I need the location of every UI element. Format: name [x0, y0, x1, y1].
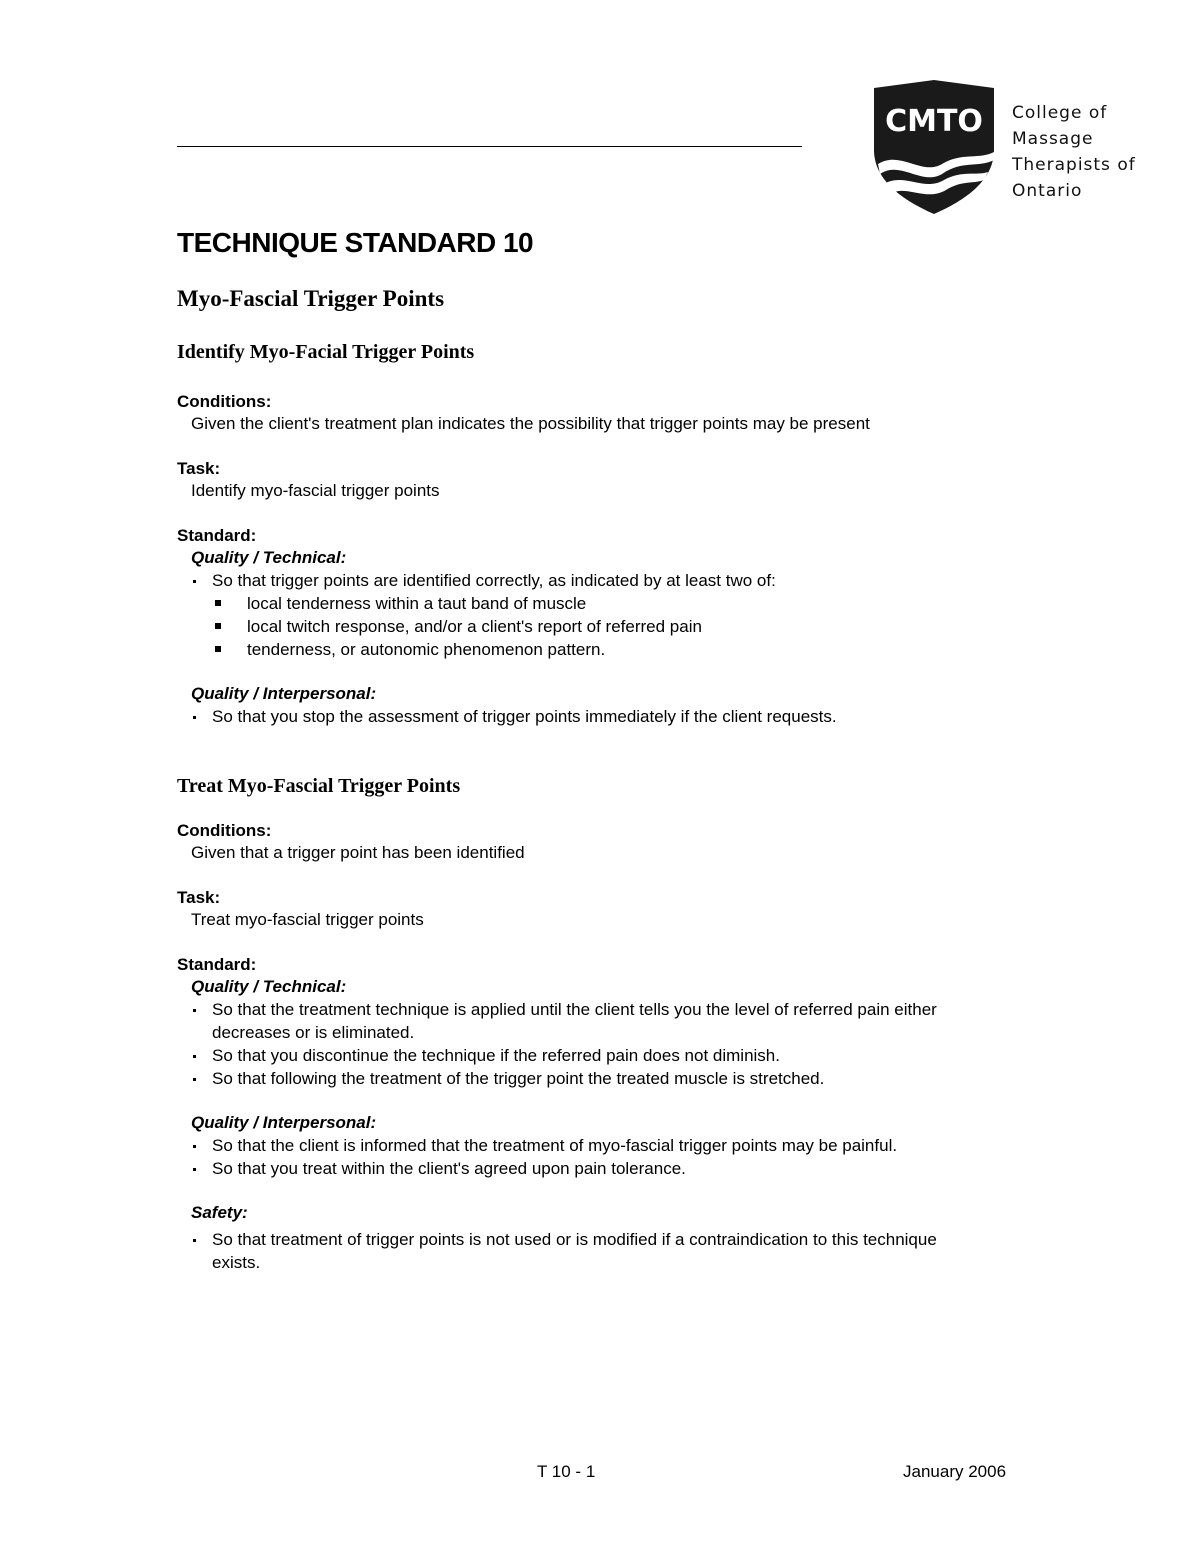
task-label: Task: — [177, 888, 221, 907]
technical-list — [177, 998, 991, 1090]
org-line: Massage — [1012, 129, 1094, 149]
list-item: So that following the treatment of the trigger point the treated muscle is stretched. — [191, 1067, 991, 1090]
task-text: Identify myo-fascial trigger points — [191, 481, 440, 500]
document-date: January 2006 — [903, 1462, 1007, 1481]
technical-list — [177, 569, 1077, 592]
safety-label: Safety: — [191, 1203, 248, 1222]
organization-name — [1012, 100, 1136, 204]
document-body — [177, 226, 1077, 1274]
standard-label: Standard: — [177, 526, 257, 545]
list-item: So that you discontinue the technique if the referred pain does not diminish. — [191, 1044, 991, 1067]
logo-letters: CMTO — [885, 104, 983, 139]
task-label: Task: — [177, 459, 221, 478]
standard-label: Standard: — [177, 955, 257, 974]
interpersonal-label: Quality / Interpersonal: — [191, 1113, 377, 1132]
section-heading: Treat Myo-Fascial Trigger Points — [177, 775, 461, 797]
page-number: T 10 - 1 — [537, 1462, 596, 1481]
list-item: So that you treat within the client's agreed upon pain tolerance. — [191, 1157, 1077, 1180]
conditions-label: Conditions: — [177, 392, 272, 411]
safety-list — [177, 1228, 951, 1274]
sublist-item: tenderness, or autonomic phenomenon pattern. — [212, 638, 1077, 661]
org-line: College of — [1012, 103, 1108, 123]
list-item: So that the client is informed that the treatment of myo-fascial trigger points may be painful. — [191, 1134, 1077, 1157]
list-item: So that you stop the assessment of trigger points immediately if the client requests. — [191, 705, 1077, 728]
section-heading: Identify Myo-Facial Trigger Points — [177, 341, 475, 363]
technical-label: Quality / Technical: — [191, 977, 347, 996]
conditions-label: Conditions: — [177, 821, 272, 840]
technical-sublist — [177, 592, 1077, 661]
task-text: Treat myo-fascial trigger points — [191, 910, 424, 929]
page-title: TECHNIQUE STANDARD 10 — [177, 227, 534, 258]
list-item: So that the treatment technique is applied until the client tells you the level of referred pain either decreases or is eliminated. — [191, 998, 991, 1044]
page-subtitle: Myo-Fascial Trigger Points — [177, 286, 445, 311]
list-item: So that treatment of trigger points is not used or is modified if a contraindication to this technique exists. — [191, 1228, 951, 1274]
interpersonal-list — [177, 705, 1077, 728]
interpersonal-label: Quality / Interpersonal: — [191, 684, 377, 703]
list-item: So that trigger points are identified correctly, as indicated by at least two of: — [191, 569, 1077, 592]
section-identify — [177, 338, 1077, 728]
sublist-item: local twitch response, and/or a client's report of referred pain — [212, 615, 1077, 638]
conditions-text: Given the client's treatment plan indicates the possibility that trigger points may be present — [191, 414, 870, 433]
org-line: Therapists of — [1012, 155, 1136, 175]
technical-label: Quality / Technical: — [191, 548, 347, 567]
cmto-logo-shield — [870, 80, 998, 214]
conditions-text: Given that a trigger point has been identified — [191, 843, 525, 862]
sublist-item: local tenderness within a taut band of muscle — [212, 592, 1077, 615]
org-line: Ontario — [1012, 181, 1083, 201]
interpersonal-list — [177, 1134, 1077, 1180]
header-rule — [177, 146, 802, 147]
section-treat — [177, 772, 1077, 1274]
